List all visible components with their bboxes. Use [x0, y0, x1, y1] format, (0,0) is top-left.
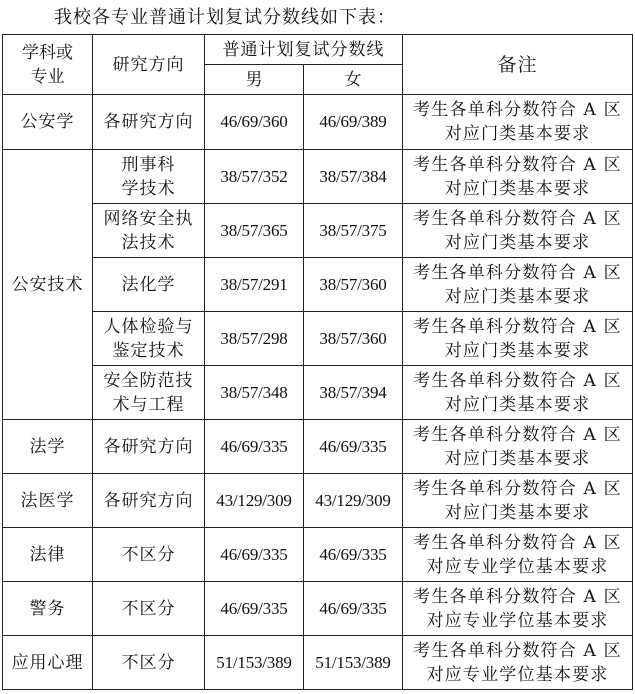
male-score: 38/57/298 [205, 312, 304, 366]
direction-cell: 各研究方向 [93, 95, 205, 150]
male-score: 46/69/335 [205, 528, 304, 582]
female-score: 38/57/360 [304, 258, 403, 312]
male-score: 43/129/309 [205, 474, 304, 528]
table-row [3, 95, 633, 150]
subject-cell: 警务 [3, 582, 93, 636]
direction-cell: 不区分 [93, 528, 205, 582]
male-score: 38/57/348 [205, 366, 304, 420]
remark-cell: 考生各单科分数符合 A 区 对应门类基本要求 [403, 420, 633, 474]
table-row [3, 528, 633, 582]
header-female: 女 [304, 65, 403, 95]
female-score: 38/57/375 [304, 204, 403, 258]
remark-cell: 考生各单科分数符合 A 区 对应专业学位基本要求 [403, 528, 633, 582]
header-direction: 研究方向 [93, 35, 205, 95]
table-row [3, 366, 633, 420]
male-score: 46/69/335 [205, 582, 304, 636]
header-remark: 备注 [403, 35, 633, 95]
table-row [3, 258, 633, 312]
subject-cell: 法医学 [3, 474, 93, 528]
male-score: 51/153/389 [205, 636, 304, 690]
direction-cell: 刑事科 学技术 [93, 150, 205, 204]
female-score: 46/69/335 [304, 420, 403, 474]
table-row [3, 636, 633, 690]
remark-cell: 考生各单科分数符合 A 区 对应门类基本要求 [403, 204, 633, 258]
female-score: 38/57/360 [304, 312, 403, 366]
remark-cell: 考生各单科分数符合 A 区 对应专业学位基本要求 [403, 636, 633, 690]
male-score: 38/57/291 [205, 258, 304, 312]
table-row [3, 204, 633, 258]
female-score: 38/57/384 [304, 150, 403, 204]
direction-cell: 安全防范技 术与工程 [93, 366, 205, 420]
male-score: 46/69/360 [205, 95, 304, 150]
table-row [3, 420, 633, 474]
table-row [3, 474, 633, 528]
female-score: 46/69/335 [304, 582, 403, 636]
female-score: 46/69/335 [304, 528, 403, 582]
direction-cell: 各研究方向 [93, 420, 205, 474]
remark-cell: 考生各单科分数符合 A 区 对应门类基本要求 [403, 312, 633, 366]
score-table [2, 34, 633, 690]
table-row [3, 312, 633, 366]
direction-cell: 网络安全执 法技术 [93, 204, 205, 258]
subject-cell: 法律 [3, 528, 93, 582]
female-score: 51/153/389 [304, 636, 403, 690]
remark-cell: 考生各单科分数符合 A 区 对应门类基本要求 [403, 95, 633, 150]
remark-cell: 考生各单科分数符合 A 区 对应专业学位基本要求 [403, 582, 633, 636]
male-score: 38/57/365 [205, 204, 304, 258]
table-row [3, 150, 633, 204]
header-plan: 普通计划复试分数线 [205, 35, 403, 65]
female-score: 43/129/309 [304, 474, 403, 528]
header-male: 男 [205, 65, 304, 95]
intro-text: 我校各专业普通计划复试分数线如下表： [54, 7, 396, 28]
table-row [3, 582, 633, 636]
direction-cell: 人体检验与 鉴定技术 [93, 312, 205, 366]
subject-cell: 公安技术 [3, 150, 93, 420]
header-subject: 学科或 专业 [3, 35, 93, 95]
direction-cell: 各研究方向 [93, 474, 205, 528]
male-score: 46/69/335 [205, 420, 304, 474]
remark-cell: 考生各单科分数符合 A 区 对应门类基本要求 [403, 258, 633, 312]
subject-cell: 公安学 [3, 95, 93, 150]
direction-cell: 不区分 [93, 582, 205, 636]
subject-cell: 应用心理 [3, 636, 93, 690]
direction-cell: 法化学 [93, 258, 205, 312]
remark-cell: 考生各单科分数符合 A 区 对应门类基本要求 [403, 366, 633, 420]
female-score: 38/57/394 [304, 366, 403, 420]
female-score: 46/69/389 [304, 95, 403, 150]
male-score: 38/57/352 [205, 150, 304, 204]
remark-cell: 考生各单科分数符合 A 区 对应门类基本要求 [403, 474, 633, 528]
subject-cell: 法学 [3, 420, 93, 474]
direction-cell: 不区分 [93, 636, 205, 690]
remark-cell: 考生各单科分数符合 A 区 对应门类基本要求 [403, 150, 633, 204]
